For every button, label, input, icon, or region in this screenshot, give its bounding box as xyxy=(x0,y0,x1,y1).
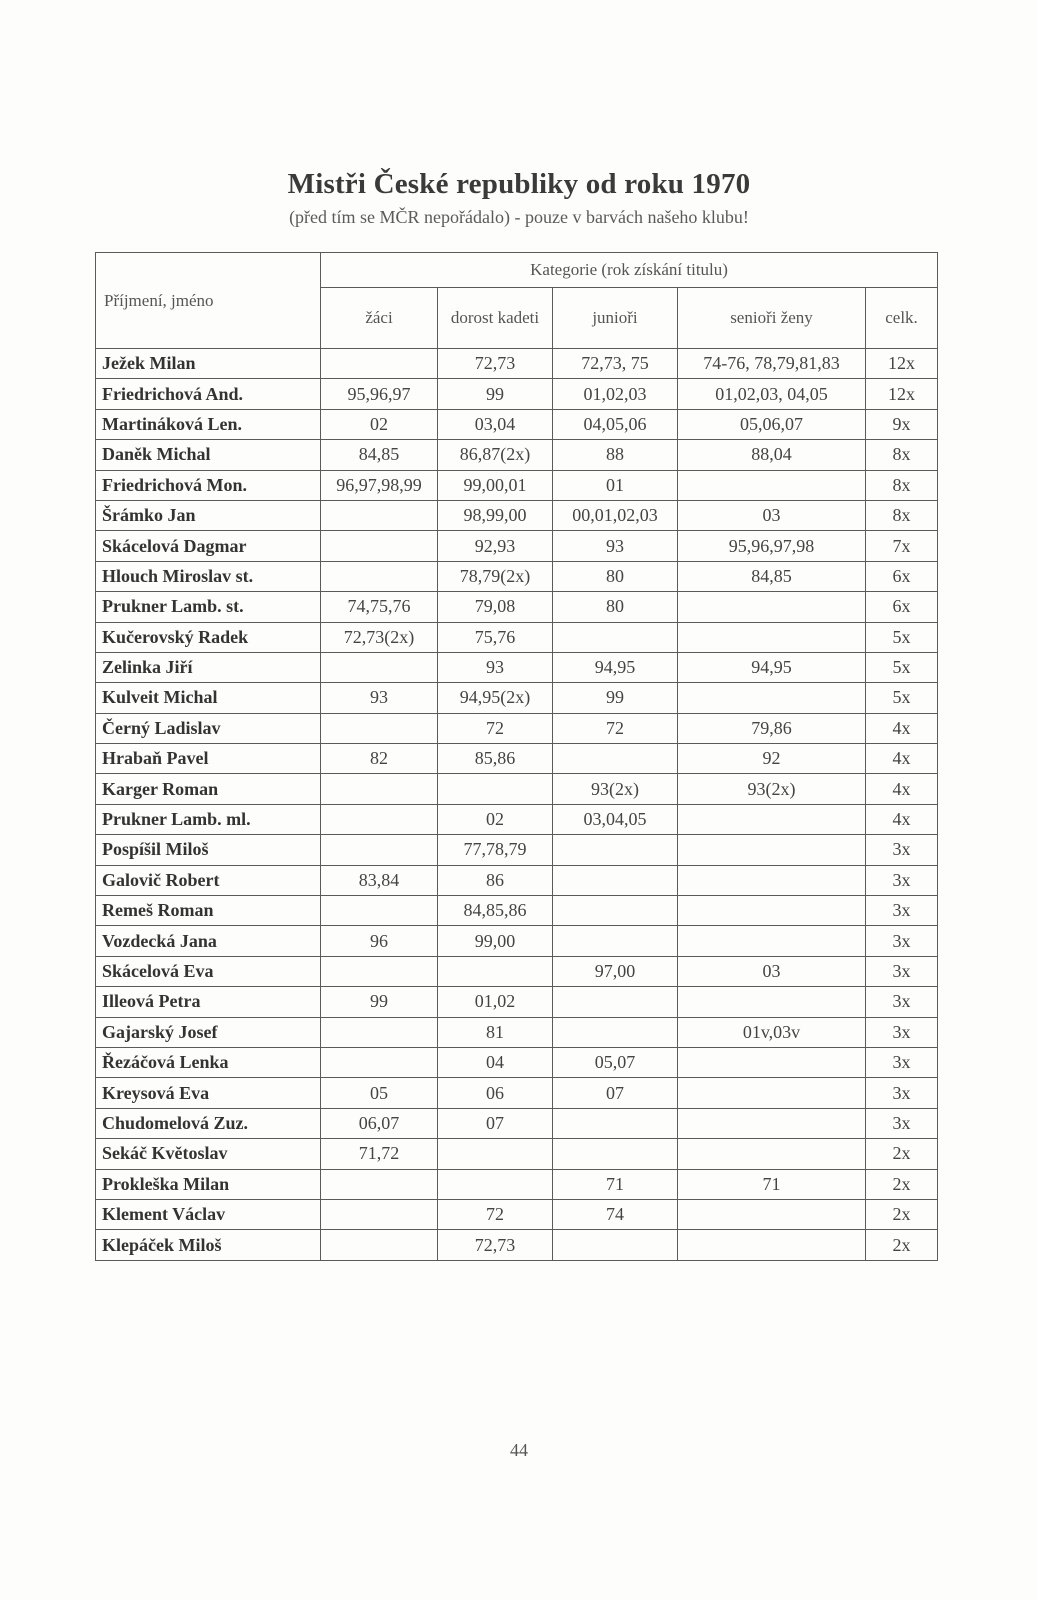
cell-zaci xyxy=(321,561,438,591)
cell-seniori-zeny: 03 xyxy=(678,500,866,530)
table-row xyxy=(96,561,938,591)
cell-dorost-kadeti: 07 xyxy=(438,1108,553,1138)
cell-dorost-kadeti: 98,99,00 xyxy=(438,500,553,530)
cell-zaci xyxy=(321,713,438,743)
table-row xyxy=(96,1047,938,1077)
cell-dorost-kadeti: 75,76 xyxy=(438,622,553,652)
cell-dorost-kadeti: 06 xyxy=(438,1078,553,1108)
table-row xyxy=(96,865,938,895)
cell-seniori-zeny xyxy=(678,987,866,1017)
cell-juniori: 71 xyxy=(553,1169,678,1199)
cell-seniori-zeny: 79,86 xyxy=(678,713,866,743)
cell-seniori-zeny xyxy=(678,896,866,926)
page-title: Mistři České republiky od roku 1970 xyxy=(287,168,751,200)
cell-juniori: 80 xyxy=(553,561,678,591)
cell-dorost-kadeti: 99,00,01 xyxy=(438,470,553,500)
cell-celkem: 2x xyxy=(866,1199,938,1229)
cell-seniori-zeny xyxy=(678,683,866,713)
cell-name: Martináková Len. xyxy=(96,409,321,439)
cell-zaci: 71,72 xyxy=(321,1139,438,1169)
cell-dorost-kadeti: 77,78,79 xyxy=(438,835,553,865)
cell-dorost-kadeti xyxy=(438,774,553,804)
cell-seniori-zeny: 01,02,03, 04,05 xyxy=(678,379,866,409)
cell-dorost-kadeti: 03,04 xyxy=(438,409,553,439)
cell-name: Pospíšil Miloš xyxy=(96,835,321,865)
table-row xyxy=(96,683,938,713)
cell-dorost-kadeti: 99,00 xyxy=(438,926,553,956)
cell-name: Remeš Roman xyxy=(96,896,321,926)
cell-seniori-zeny: 84,85 xyxy=(678,561,866,591)
cell-celkem: 6x xyxy=(866,592,938,622)
cell-name: Kučerovský Radek xyxy=(96,622,321,652)
table-row xyxy=(96,896,938,926)
cell-juniori: 80 xyxy=(553,592,678,622)
cell-juniori xyxy=(553,744,678,774)
cell-juniori: 07 xyxy=(553,1078,678,1108)
cell-dorost-kadeti: 84,85,86 xyxy=(438,896,553,926)
cell-zaci xyxy=(321,1047,438,1077)
cell-seniori-zeny xyxy=(678,835,866,865)
cell-celkem: 3x xyxy=(866,835,938,865)
table-row xyxy=(96,652,938,682)
cell-name: Kreysová Eva xyxy=(96,1078,321,1108)
cell-juniori: 03,04,05 xyxy=(553,804,678,834)
cell-celkem: 12x xyxy=(866,349,938,379)
page-subtitle: (před tím se MČR nepořádalo) - pouze v barvách našeho klubu! xyxy=(289,207,749,227)
table-row xyxy=(96,774,938,804)
cell-name: Illeová Petra xyxy=(96,987,321,1017)
cell-name: Černý Ladislav xyxy=(96,713,321,743)
cell-celkem: 3x xyxy=(866,987,938,1017)
cell-seniori-zeny: 71 xyxy=(678,1169,866,1199)
cell-celkem: 2x xyxy=(866,1169,938,1199)
cell-dorost-kadeti xyxy=(438,956,553,986)
cell-seniori-zeny xyxy=(678,470,866,500)
cell-celkem: 5x xyxy=(866,622,938,652)
table-row xyxy=(96,956,938,986)
cell-zaci xyxy=(321,349,438,379)
cell-zaci: 06,07 xyxy=(321,1108,438,1138)
cell-dorost-kadeti: 92,93 xyxy=(438,531,553,561)
cell-zaci xyxy=(321,774,438,804)
cell-name: Skácelová Eva xyxy=(96,956,321,986)
cell-zaci: 83,84 xyxy=(321,865,438,895)
cell-zaci: 99 xyxy=(321,987,438,1017)
cell-name: Karger Roman xyxy=(96,774,321,804)
cell-seniori-zeny xyxy=(678,1139,866,1169)
table-row xyxy=(96,531,938,561)
cell-seniori-zeny: 74-76, 78,79,81,83 xyxy=(678,349,866,379)
cell-juniori: 00,01,02,03 xyxy=(553,500,678,530)
table-row xyxy=(96,1108,938,1138)
cell-juniori: 74 xyxy=(553,1199,678,1229)
cell-zaci: 93 xyxy=(321,683,438,713)
cell-dorost-kadeti: 04 xyxy=(438,1047,553,1077)
cell-name: Prukner Lamb. st. xyxy=(96,592,321,622)
cell-juniori xyxy=(553,622,678,652)
cell-name: Kulveit Michal xyxy=(96,683,321,713)
cell-seniori-zeny xyxy=(678,1230,866,1260)
cell-name: Hlouch Miroslav st. xyxy=(96,561,321,591)
cell-juniori: 88 xyxy=(553,440,678,470)
table-row xyxy=(96,349,938,379)
cell-seniori-zeny xyxy=(678,1108,866,1138)
cell-name: Chudomelová Zuz. xyxy=(96,1108,321,1138)
cell-zaci xyxy=(321,896,438,926)
table-row xyxy=(96,744,938,774)
cell-dorost-kadeti: 86,87(2x) xyxy=(438,440,553,470)
cell-dorost-kadeti xyxy=(438,1169,553,1199)
cell-dorost-kadeti xyxy=(438,1139,553,1169)
table-row xyxy=(96,500,938,530)
cell-celkem: 3x xyxy=(866,1017,938,1047)
cell-name: Prukner Lamb. ml. xyxy=(96,804,321,834)
cell-name: Galovič Robert xyxy=(96,865,321,895)
cell-zaci xyxy=(321,652,438,682)
cell-juniori xyxy=(553,865,678,895)
cell-celkem: 9x xyxy=(866,409,938,439)
cell-juniori xyxy=(553,1108,678,1138)
cell-seniori-zeny: 88,04 xyxy=(678,440,866,470)
cell-dorost-kadeti: 85,86 xyxy=(438,744,553,774)
table-row xyxy=(96,1078,938,1108)
cell-seniori-zeny: 05,06,07 xyxy=(678,409,866,439)
cell-zaci xyxy=(321,835,438,865)
cell-name: Ježek Milan xyxy=(96,349,321,379)
table-row xyxy=(96,1017,938,1047)
table-row xyxy=(96,622,938,652)
cell-celkem: 3x xyxy=(866,896,938,926)
cell-seniori-zeny: 95,96,97,98 xyxy=(678,531,866,561)
cell-celkem: 4x xyxy=(866,774,938,804)
cell-juniori xyxy=(553,1139,678,1169)
name-column-header: Příjmení, jméno xyxy=(96,253,321,349)
cell-juniori xyxy=(553,896,678,926)
cell-juniori xyxy=(553,987,678,1017)
cell-juniori: 99 xyxy=(553,683,678,713)
cell-seniori-zeny xyxy=(678,1047,866,1077)
cell-celkem: 8x xyxy=(866,440,938,470)
cell-seniori-zeny xyxy=(678,865,866,895)
cell-juniori: 72,73, 75 xyxy=(553,349,678,379)
cell-zaci xyxy=(321,1199,438,1229)
table-row xyxy=(96,440,938,470)
cell-zaci: 72,73(2x) xyxy=(321,622,438,652)
cell-celkem: 5x xyxy=(866,683,938,713)
cell-celkem: 7x xyxy=(866,531,938,561)
table-row xyxy=(96,804,938,834)
cell-zaci: 95,96,97 xyxy=(321,379,438,409)
cell-zaci: 96,97,98,99 xyxy=(321,470,438,500)
cell-celkem: 4x xyxy=(866,744,938,774)
table-row xyxy=(96,713,938,743)
cell-name: Klement Václav xyxy=(96,1199,321,1229)
cell-juniori xyxy=(553,835,678,865)
cell-dorost-kadeti: 72 xyxy=(438,713,553,743)
cell-dorost-kadeti: 94,95(2x) xyxy=(438,683,553,713)
cell-zaci: 84,85 xyxy=(321,440,438,470)
cell-name: Šrámko Jan xyxy=(96,500,321,530)
cell-zaci: 02 xyxy=(321,409,438,439)
cell-juniori: 93 xyxy=(553,531,678,561)
cell-name: Řezáčová Lenka xyxy=(96,1047,321,1077)
cell-celkem: 2x xyxy=(866,1230,938,1260)
cell-seniori-zeny xyxy=(678,1078,866,1108)
page-number: 44 xyxy=(510,1440,528,1460)
cell-name: Friedrichová Mon. xyxy=(96,470,321,500)
cell-celkem: 5x xyxy=(866,652,938,682)
cell-celkem: 4x xyxy=(866,804,938,834)
cell-seniori-zeny: 92 xyxy=(678,744,866,774)
cell-dorost-kadeti: 99 xyxy=(438,379,553,409)
table-row xyxy=(96,409,938,439)
cell-juniori: 94,95 xyxy=(553,652,678,682)
champions-table xyxy=(95,252,938,1261)
cell-dorost-kadeti: 78,79(2x) xyxy=(438,561,553,591)
cell-zaci: 74,75,76 xyxy=(321,592,438,622)
column-header-dorost-kadeti: dorost kadeti xyxy=(438,288,553,349)
table-row xyxy=(96,987,938,1017)
cell-juniori: 93(2x) xyxy=(553,774,678,804)
table-row xyxy=(96,1199,938,1229)
cell-name: Skácelová Dagmar xyxy=(96,531,321,561)
table-row xyxy=(96,1230,938,1260)
table-row xyxy=(96,926,938,956)
cell-zaci xyxy=(321,1230,438,1260)
table-row xyxy=(96,1169,938,1199)
cell-celkem: 3x xyxy=(866,1078,938,1108)
table-row xyxy=(96,379,938,409)
cell-name: Prokleška Milan xyxy=(96,1169,321,1199)
cell-juniori: 01 xyxy=(553,470,678,500)
cell-dorost-kadeti: 02 xyxy=(438,804,553,834)
cell-seniori-zeny: 94,95 xyxy=(678,652,866,682)
cell-celkem: 6x xyxy=(866,561,938,591)
cell-name: Klepáček Miloš xyxy=(96,1230,321,1260)
cell-celkem: 12x xyxy=(866,379,938,409)
cell-seniori-zeny: 03 xyxy=(678,956,866,986)
cell-dorost-kadeti: 01,02 xyxy=(438,987,553,1017)
cell-juniori xyxy=(553,1230,678,1260)
cell-dorost-kadeti: 79,08 xyxy=(438,592,553,622)
cell-seniori-zeny: 01v,03v xyxy=(678,1017,866,1047)
cell-juniori: 05,07 xyxy=(553,1047,678,1077)
cell-name: Vozdecká Jana xyxy=(96,926,321,956)
cell-dorost-kadeti: 93 xyxy=(438,652,553,682)
cell-name: Sekáč Květoslav xyxy=(96,1139,321,1169)
cell-celkem: 2x xyxy=(866,1139,938,1169)
cell-seniori-zeny xyxy=(678,622,866,652)
cell-seniori-zeny xyxy=(678,926,866,956)
cell-name: Friedrichová And. xyxy=(96,379,321,409)
cell-zaci xyxy=(321,1017,438,1047)
cell-celkem: 3x xyxy=(866,956,938,986)
cell-dorost-kadeti: 72,73 xyxy=(438,1230,553,1260)
cell-juniori xyxy=(553,926,678,956)
column-header-juniori: junioři xyxy=(553,288,678,349)
cell-juniori: 01,02,03 xyxy=(553,379,678,409)
cell-celkem: 3x xyxy=(866,865,938,895)
cell-seniori-zeny xyxy=(678,804,866,834)
cell-zaci xyxy=(321,956,438,986)
cell-zaci xyxy=(321,531,438,561)
cell-juniori: 04,05,06 xyxy=(553,409,678,439)
cell-name: Hrabaň Pavel xyxy=(96,744,321,774)
table-row xyxy=(96,835,938,865)
cell-celkem: 3x xyxy=(866,1108,938,1138)
cell-celkem: 8x xyxy=(866,470,938,500)
column-header-celkem: celk. xyxy=(866,288,938,349)
cell-dorost-kadeti: 72,73 xyxy=(438,349,553,379)
table-row xyxy=(96,1139,938,1169)
table-row xyxy=(96,470,938,500)
cell-celkem: 8x xyxy=(866,500,938,530)
cell-name: Zelinka Jiří xyxy=(96,652,321,682)
cell-seniori-zeny xyxy=(678,592,866,622)
table-body xyxy=(96,349,938,1261)
cell-zaci xyxy=(321,500,438,530)
cell-seniori-zeny xyxy=(678,1199,866,1229)
table-row xyxy=(96,592,938,622)
cell-dorost-kadeti: 72 xyxy=(438,1199,553,1229)
cell-celkem: 4x xyxy=(866,713,938,743)
cell-name: Gajarský Josef xyxy=(96,1017,321,1047)
cell-juniori: 72 xyxy=(553,713,678,743)
cell-zaci: 82 xyxy=(321,744,438,774)
cell-seniori-zeny: 93(2x) xyxy=(678,774,866,804)
cell-dorost-kadeti: 86 xyxy=(438,865,553,895)
column-header-seniori-zeny: senioři ženy xyxy=(678,288,866,349)
cell-zaci xyxy=(321,1169,438,1199)
cell-juniori xyxy=(553,1017,678,1047)
cell-zaci: 05 xyxy=(321,1078,438,1108)
cell-zaci: 96 xyxy=(321,926,438,956)
cell-name: Daněk Michal xyxy=(96,440,321,470)
cell-juniori: 97,00 xyxy=(553,956,678,986)
cell-celkem: 3x xyxy=(866,926,938,956)
column-header-zaci: žáci xyxy=(321,288,438,349)
cell-celkem: 3x xyxy=(866,1047,938,1077)
category-group-header: Kategorie (rok získání titulu) xyxy=(321,253,938,288)
cell-zaci xyxy=(321,804,438,834)
cell-dorost-kadeti: 81 xyxy=(438,1017,553,1047)
